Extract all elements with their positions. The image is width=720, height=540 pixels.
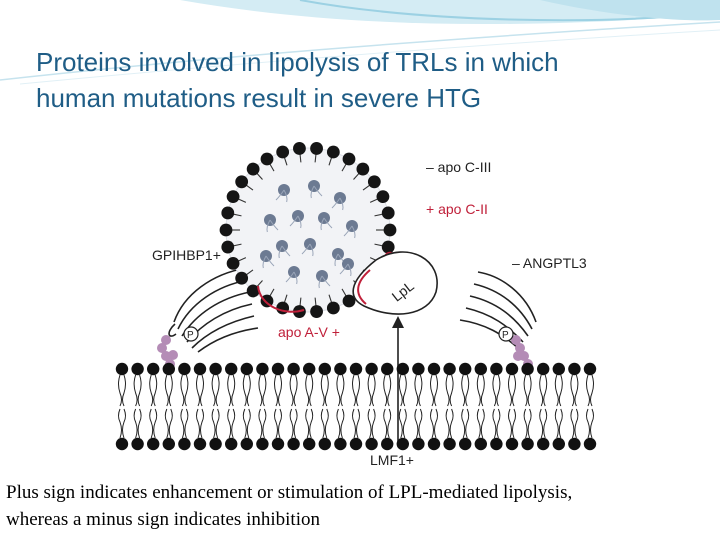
phosphate-right-label: P (502, 330, 509, 341)
lpl-label: LpL (388, 277, 417, 305)
angptl3-label: – ANGPTL3 (512, 255, 587, 271)
apoc2-label: + apo C-II (426, 201, 488, 217)
caption-line-1: Plus sign indicates enhancement or stimulation of LPL-mediated lipolysis, (6, 482, 573, 503)
gpihbp1-label: GPIHBP1+ (152, 247, 221, 263)
apoc3-label: – apo C-III (426, 159, 492, 175)
slide-title-line-1: Proteins involved in lipolysis of TRLs in which (36, 47, 559, 77)
slide-caption (6, 479, 718, 533)
phosphate-left-label: P (187, 330, 194, 341)
slide-title (36, 44, 696, 116)
slide-title-line-2: human mutations result in severe HTG (36, 83, 482, 113)
lmf1-label: LMF1+ (370, 452, 414, 468)
lipolysis-diagram (108, 126, 602, 472)
caption-line-2: whereas a minus sign indicates inhibition (6, 509, 320, 530)
apoa5-label: apo A-V + (278, 324, 340, 340)
